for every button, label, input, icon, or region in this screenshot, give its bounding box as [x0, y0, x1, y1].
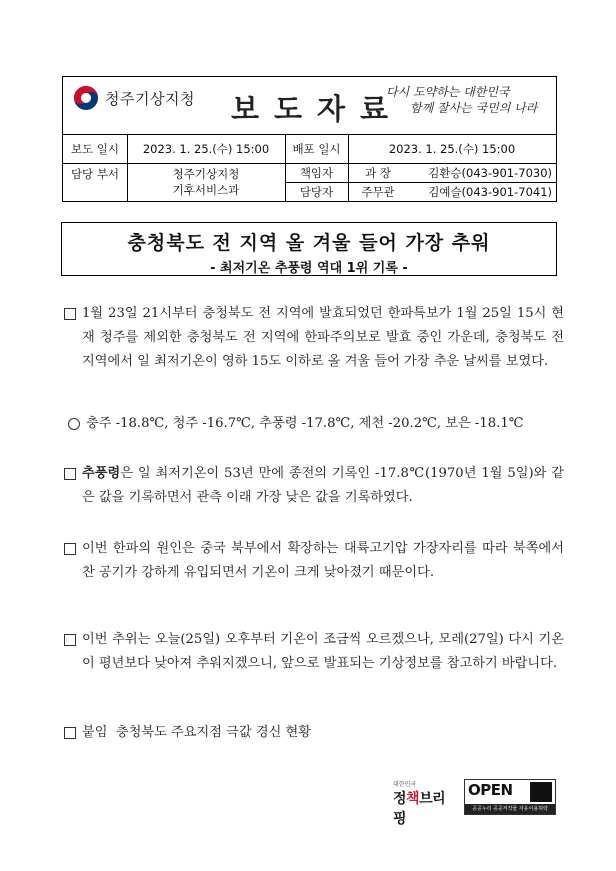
- slogan-line-1: 다시 도약하는 대한민국: [386, 85, 510, 99]
- agency-name: 청주기상지청: [105, 89, 195, 108]
- paragraph-text: 이번 추위는 오늘(25일) 오후부터 기온이 조금씩 오르겠으나, 모레(27일) 다시 기온이 평년보다 낮아져 추워지겠으니, 앞으로 발표되는 기상정보를 참고하기 바랍니다.: [82, 632, 564, 671]
- department-office: 청주기상지청: [172, 167, 240, 181]
- paragraph-rest: 은 일 최저기온이 53년 만에 종전의 기록인 -17.8℃(1970년 1월 5일)와 같은 값을 기록하면서 관측 이래 가장 낮은 값을 기록하였다.: [82, 466, 564, 505]
- briefing-wordmark: [393, 788, 458, 828]
- briefing-rest: 브리핑: [393, 791, 446, 827]
- square-bullet-icon: [64, 628, 82, 655]
- headline-box: [61, 222, 557, 276]
- contact-name-phone-1: 김환승(043-901-7030): [428, 165, 552, 180]
- department-label: 담당 부서: [70, 167, 120, 181]
- briefing-char: 정: [393, 791, 407, 807]
- report-date-value: 2023. 1. 25.(수) 15:00: [142, 141, 270, 156]
- paragraph-1: [64, 302, 564, 374]
- kogl-open-license-badge: [464, 779, 556, 815]
- station-temperatures: [68, 412, 564, 436]
- col-divider: [285, 134, 286, 201]
- paragraph-text: 1월 23일 21시부터 충청북도 전 지역에 발효되었던 한파특보가 1월 25일 15시 현재 청주를 제외한 충청북도 전 지역에 한파주의보로 발효 중인 가운데, 충청북도 전 지역에서 일 최저기온이 영하 15도 이하로 올 겨울 들어 가장 추운 날씨를 보였다.: [82, 306, 564, 369]
- press-release-header-table: [62, 76, 557, 202]
- doc-type-title: 보도자료: [231, 92, 404, 126]
- contact-role-2: 담당자: [299, 184, 334, 199]
- square-bullet-icon: [64, 462, 82, 489]
- agency-logo: [73, 85, 195, 111]
- date-row: [63, 134, 556, 163]
- circle-bullet-icon: [68, 412, 86, 439]
- slogan-line-2: 함께 잘사는 국민의 나라: [410, 101, 538, 115]
- paragraph-3: [64, 537, 564, 585]
- bold-lead: 추풍령: [82, 466, 121, 481]
- briefing-small-text: 대한민국: [393, 781, 417, 788]
- open-caption: 공공누리 공공저작물 자유이용허락: [465, 804, 555, 814]
- paragraph-text: [82, 462, 564, 510]
- header-banner: [63, 77, 556, 135]
- contact-title-2: 주무관: [361, 184, 395, 199]
- attachment-line: [64, 721, 564, 745]
- paragraph-2: [64, 462, 564, 510]
- square-bullet-icon: [64, 537, 82, 564]
- department-division: 기후서비스과: [172, 183, 240, 197]
- briefing-char-red: 책: [406, 791, 420, 807]
- distribution-date-value: 2023. 1. 25.(수) 15:00: [388, 141, 516, 156]
- open-label: OPEN: [468, 781, 513, 799]
- contact-title-1: 과 장: [365, 165, 391, 180]
- headline-title: 충청북도 전 지역 올 겨울 들어 가장 추워: [127, 232, 491, 254]
- square-bullet-icon: [64, 721, 82, 748]
- government-slogan: [386, 84, 546, 116]
- kogl-type-icon: [530, 782, 552, 802]
- square-bullet-icon: [64, 302, 82, 329]
- paragraph-4: [64, 628, 564, 676]
- attachment-text: 붙임 충청북도 주요지점 극값 경신 현황: [82, 725, 311, 740]
- contact-name-phone-2: 김예슬(043-901-7041): [428, 184, 552, 199]
- col-divider: [127, 134, 128, 201]
- distribution-date-label: 배포 일시: [292, 141, 341, 156]
- contact-role-1: 책임자: [299, 165, 334, 180]
- department-value: [127, 163, 285, 201]
- headline-subtitle: - 최저기온 추풍령 역대 1위 기록 -: [210, 261, 408, 276]
- temperatures-text: 충주 -18.8℃, 청주 -16.7℃, 추풍령 -17.8℃, 제천 -20.2℃, 보은 -18.1℃: [86, 416, 524, 431]
- paragraph-text: 이번 한파의 원인은 중국 북부에서 확장하는 대륙고기압 가장자리를 따라 북쪽에서 찬 공기가 강하게 유입되면서 기온이 크게 낮아졌기 때문이다.: [82, 541, 564, 580]
- col-divider: [348, 134, 349, 201]
- policy-briefing-logo: [393, 779, 458, 828]
- report-date-label: 보도 일시: [70, 141, 120, 156]
- contact-divider: [285, 182, 556, 183]
- taegeuk-logo-icon: [73, 85, 99, 111]
